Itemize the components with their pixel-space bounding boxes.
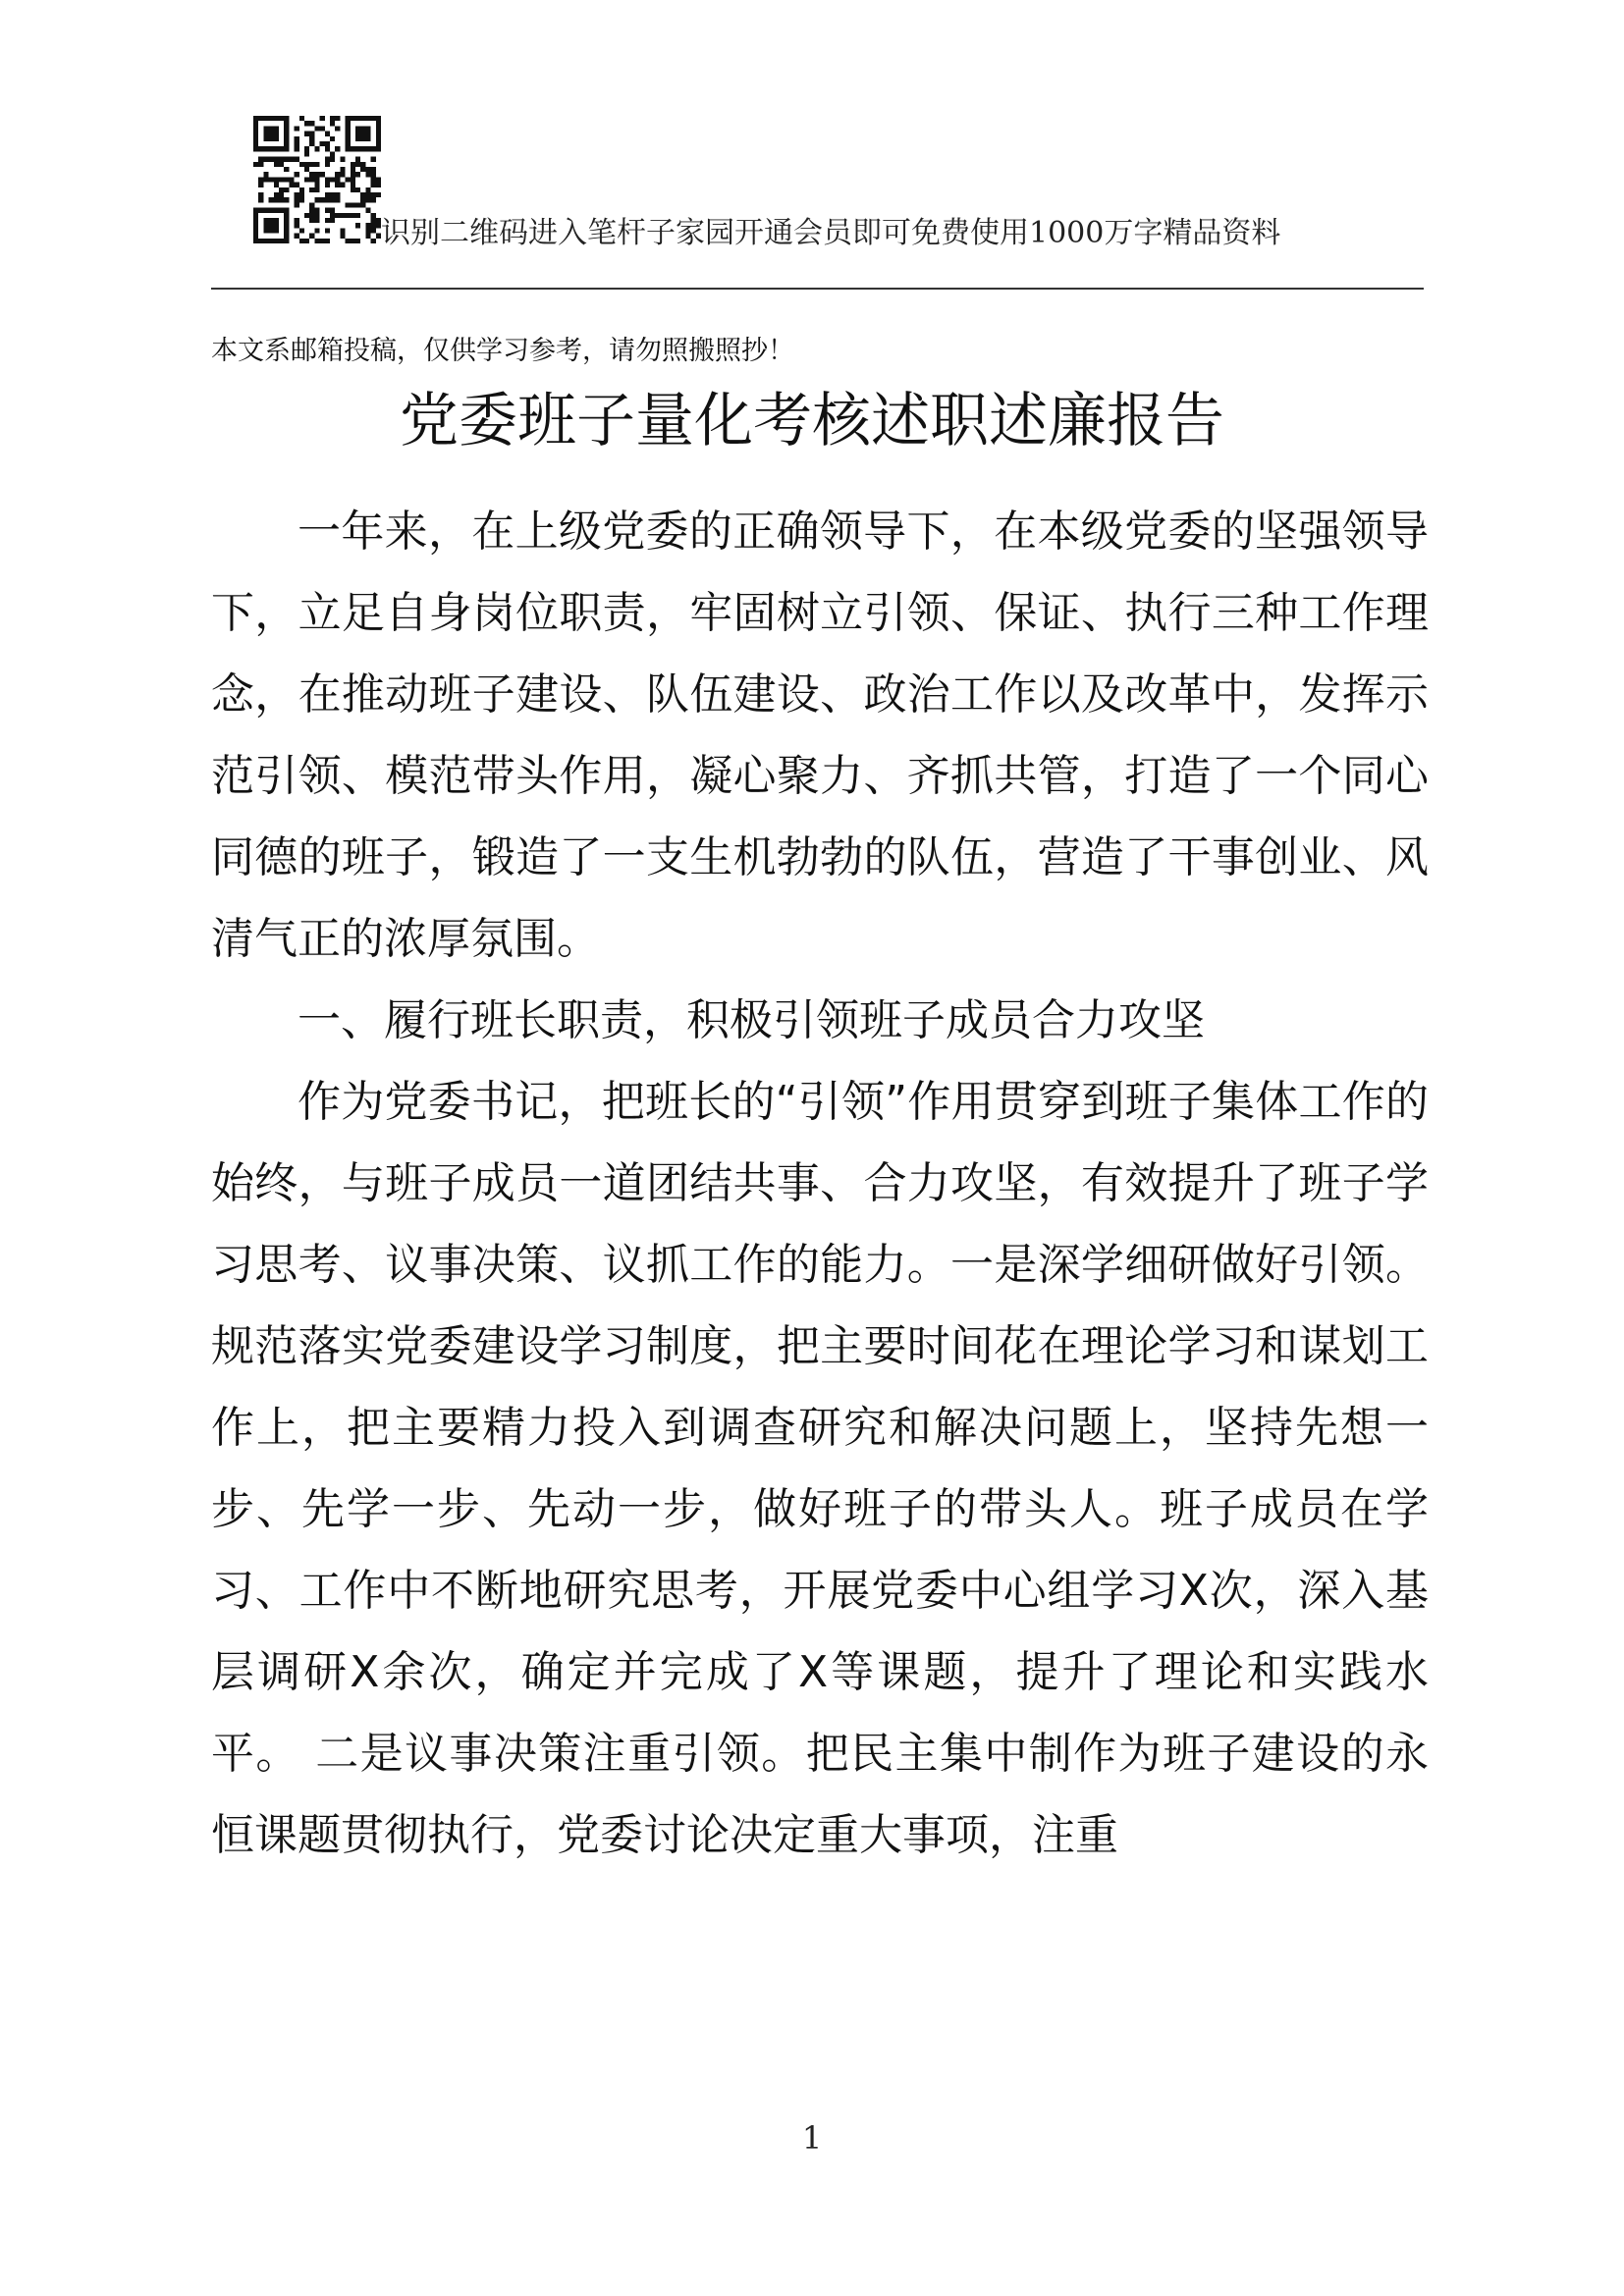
qr-code: [253, 116, 381, 243]
qr-code-graphic: [253, 116, 381, 243]
submission-notice: 本文系邮箱投稿，仅供学习参考，请勿照搬照抄！: [211, 336, 794, 366]
section-heading-1: 一、履行班长职责，积极引领班子成员合力攻坚: [298, 995, 1205, 1045]
header-divider: [211, 288, 1424, 290]
paragraph-section-1: 作为党委书记，把班长的“引领”作用贯穿到班子集体工作的始终，与班子成员一道团结共事、合力攻坚，有效提升了班子学习思考、议事决策、议抓工作的能力。一是深学细研做好引领。规范落实党委建设学习制度，把主要时间花在理论学习和谋划工作上，把主要精力投入到调查研究和解决问题上，坚持先想一步、先学一步、先动一步，做好班子的带头人。班子成员在学习、工作中不断地研究思考，开展党委中心组学习X次，深入基层调研X余次，确定并完成了X等课题，提升了理论和实践水平。 二是议事决策注重引领。把民主集中制作为班子建设的永恒课题贯彻执行，党委讨论决定重大事项，注重: [211, 1077, 1429, 1860]
qr-caption: 识别二维码进入笔杆子家园开通会员即可免费使用1000万字精品资料: [381, 216, 1281, 250]
document-title: 党委班子量化考核述职述廉报告: [400, 387, 1224, 455]
paragraph-intro: 一年来，在上级党委的正确领导下，在本级党委的坚强领导下，立足自身岗位职责，牢固树立引领、保证、执行三种工作理念，在推动班子建设、队伍建设、政治工作以及改革中，发挥示范引领、模范带头作用，凝心聚力、齐抓共管，打造了一个同心同德的班子，锻造了一支生机勃勃的队伍，营造了干事创业、风清气正的浓厚氛围。: [211, 507, 1429, 964]
document-body: [211, 491, 1429, 1876]
page-number: 1: [801, 2119, 823, 2157]
